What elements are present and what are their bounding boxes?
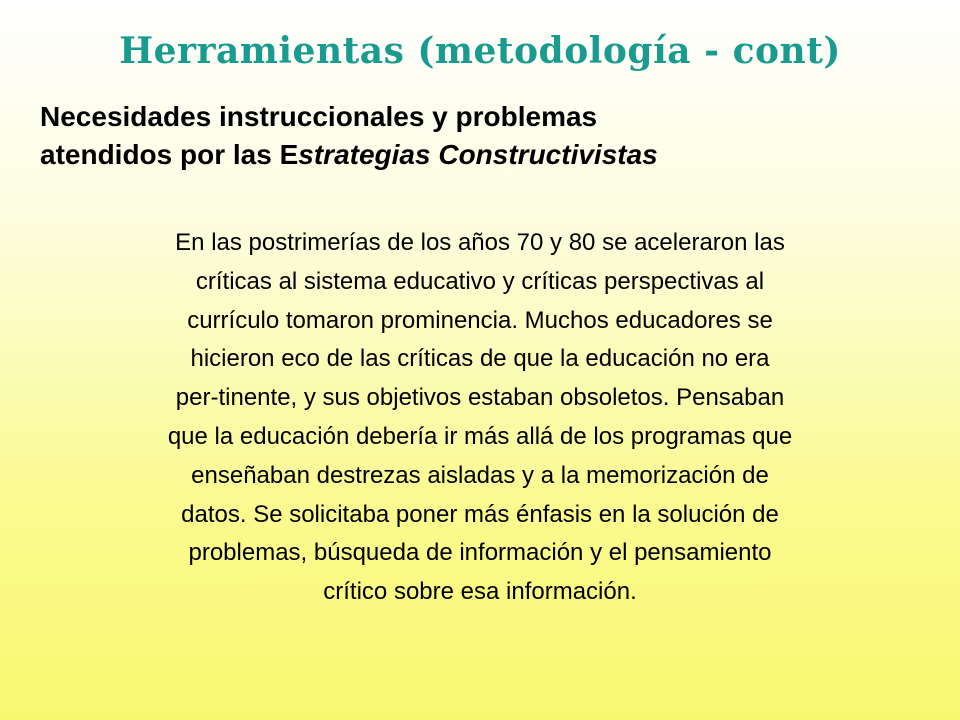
subtitle-line-2-italic: strategias Constructivistas [298,139,658,170]
body-line: críticas al sistema educativo y críticas perspectivas al [195,267,765,295]
body-line: currículo tomaron prominencia. Muchos educadores se [187,306,773,334]
subtitle-line-2-regular: atendidos por las E [40,139,299,170]
slide-title: Herramientas (metodología - cont) [119,30,841,72]
body-paragraph [40,224,920,612]
body-line: datos. Se solicitaba poner más énfasis en la solución de [181,500,779,528]
subtitle-line-1: Necesidades instruccionales y problemas [40,101,598,132]
body-line: que la educación debería ir más allá de los programas que [167,422,793,450]
body-line: En las postrimerías de los años 70 y 80 se aceleraron las [175,229,785,256]
body-line: problemas, búsqueda de información y el pensamiento [188,539,772,567]
body-line: per-tinente, y sus objetivos estaban obsoletos. Pensaban [175,384,785,412]
slide-subtitle [40,98,920,174]
body-line: crítico sobre esa información. [323,578,637,606]
body-line: enseñaban destrezas aisladas y a la memorización de [191,461,769,489]
subtitle-line-2 [40,136,920,174]
body-line: hicieron eco de las críticas de que la educación no era [190,345,770,373]
